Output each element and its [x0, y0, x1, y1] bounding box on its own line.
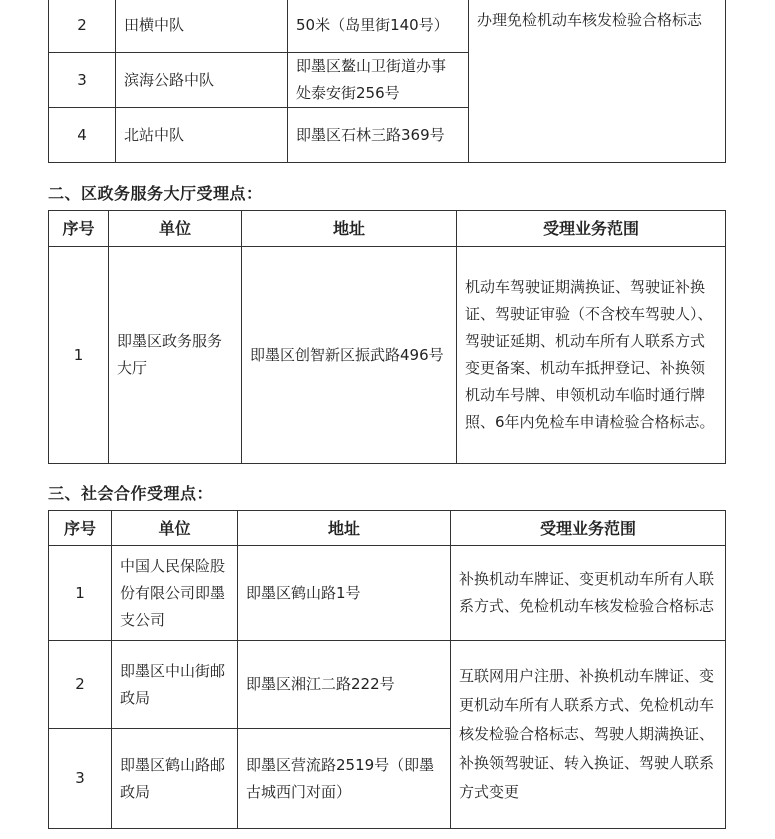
address-cell: 即墨区石林三路369号 [288, 108, 469, 163]
row-number: 3 [49, 729, 112, 829]
unit-cell: 即墨区政务服务大厅 [109, 247, 242, 464]
section-heading: 二、区政务服务大厅受理点： [48, 184, 263, 203]
col-header-unit: 单位 [112, 511, 238, 546]
address-cell: 即墨区创智新区振武路496号 [242, 247, 457, 464]
unit-cell: 滨海公路中队 [116, 53, 288, 108]
col-header-scope: 受理业务范围 [451, 511, 726, 546]
unit-cell: 中国人民保险股份有限公司即墨支公司 [112, 546, 238, 641]
row-number: 4 [49, 108, 116, 163]
table-header-row [49, 511, 726, 546]
address-cell: 50米（岛里街140号） [288, 0, 469, 53]
scope-cell: 补换机动车牌证、变更机动车所有人联系方式、免检机动车核发检验合格标志 [451, 546, 726, 641]
row-number: 1 [49, 546, 112, 641]
col-header-unit: 单位 [109, 211, 242, 247]
unit-cell: 北站中队 [116, 108, 288, 163]
section-heading: 三、社会合作受理点： [48, 484, 214, 503]
address-cell: 即墨区鹤山路1号 [238, 546, 451, 641]
row-number: 3 [49, 53, 116, 108]
col-header-scope: 受理业务范围 [457, 211, 726, 247]
table-row [49, 641, 726, 729]
unit-cell: 即墨区中山街邮政局 [112, 641, 238, 729]
unit-cell: 即墨区鹤山路邮政局 [112, 729, 238, 829]
address-cell: 即墨区湘江二路222号 [238, 641, 451, 729]
table-row [49, 546, 726, 641]
col-header-address: 地址 [242, 211, 457, 247]
scope-cell: 机动车驾驶证期满换证、驾驶证补换证、驾驶证审验（不含校车驾驶人）、驾驶证延期、机动车所有人联系方式变更备案、机动车抵押登记、补换领机动车号牌、申领机动车临时通行牌照、6年内免检车申请检验合格标志。 [457, 247, 726, 464]
table-row [49, 247, 726, 464]
table-header-row [49, 211, 726, 247]
table-row [49, 0, 726, 53]
row-number: 2 [49, 0, 116, 53]
unit-cell: 田横中队 [116, 0, 288, 53]
row-number: 2 [49, 641, 112, 729]
row-number: 1 [49, 247, 109, 464]
scope-cell: 互联网用户注册、补换机动车牌证、变更机动车所有人联系方式、免检机动车核发检验合格标志、驾驶人期满换证、补换领驾驶证、转入换证、驾驶人联系方式变更 [451, 641, 726, 829]
table-section3 [48, 510, 726, 829]
col-header-address: 地址 [238, 511, 451, 546]
table-section1 [48, 0, 726, 163]
col-header-number: 序号 [49, 511, 112, 546]
col-header-number: 序号 [49, 211, 109, 247]
table-section2 [48, 210, 726, 464]
address-cell: 即墨区营流路2519号（即墨古城西门对面） [238, 729, 451, 829]
address-cell: 即墨区鳌山卫街道办事处泰安街256号 [288, 53, 469, 108]
scope-cell: 办理免检机动车核发检验合格标志 [469, 0, 726, 163]
